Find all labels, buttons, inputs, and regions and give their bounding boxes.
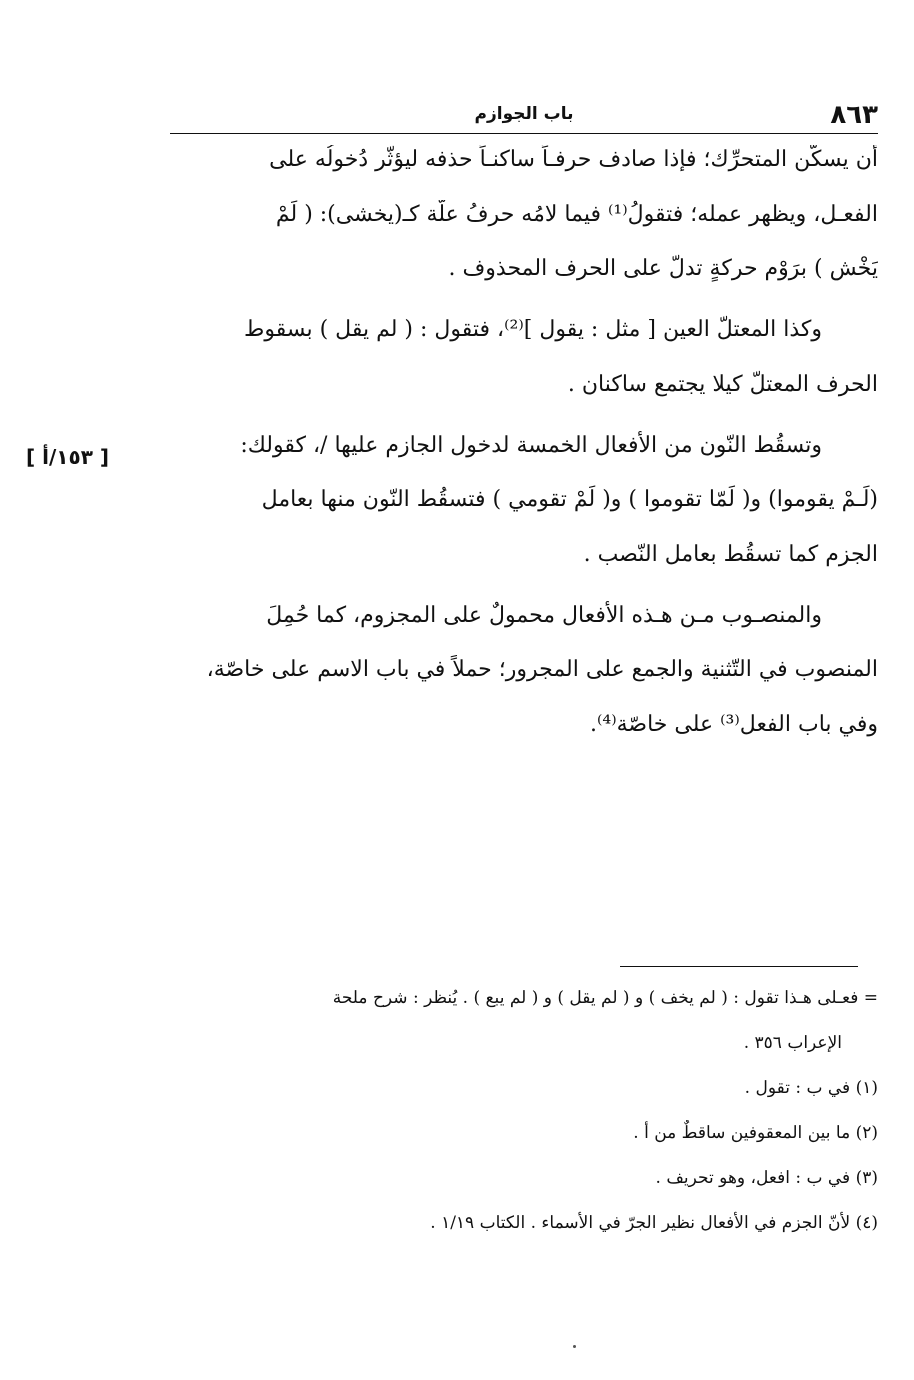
text-line: وكذا المعتلّ العين [ مثل : يقول ]⁽²⁾، فتقول : ( لم يقل ) بسقوط [244,317,822,342]
footnotes [160,985,878,1255]
footnote-line: (٢) ما بين المعقوفين ساقطٌ من أ . [633,1123,878,1143]
footnote-line: الإعراب ٣٥٦ . [743,1033,842,1053]
chapter-title: باب الجوازم [474,104,574,124]
page-number: ٨٦٣ [830,100,878,130]
manuscript-folio-reference: [ ١٥٣/أ ] [26,445,110,469]
footnote-line: (١) في ب : تقول . [744,1078,878,1098]
header-rule [170,133,878,134]
main-text [170,145,878,764]
text-line: وفي باب الفعل⁽³⁾ على خاصّة⁽⁴⁾. [589,711,878,737]
scan-speck [573,1345,576,1348]
text-line: أن يسكّن المتحرِّك؛ فإذا صادف حرفـاً ساكنـاً حذفه ليؤثّر دُخولُه على [269,147,878,172]
text-line: الفعـل، ويظهر عمله؛ فتقولُ⁽¹⁾ فيما لامُه حرفُ علّة كـ(يخشى): ( لَمْ [275,201,878,227]
page-header [170,98,878,132]
text-line: الجزم كما تسقُط بعامل النّصب . [583,541,878,567]
footnote-line: (٤) لأنّ الجزم في الأفعال نظير الجرّ في الأسماء . الكتاب ١/١٩ . [430,1213,878,1233]
text-line: وتسقُط النّون من الأفعال الخمسة لدخول الجازم عليها /، كقولك: [240,432,822,458]
text-line: والمنصـوب مـن هـذه الأفعال محمولٌ على المجزوم، كما حُمِلَ [266,602,822,628]
text-line: المنصوب في التّثنية والجمع على المجرور؛ حملاً في باب الاسم على خاصّة، [206,657,878,682]
text-line: يَخْش ) برَوْم حركةٍ تدلّ على الحرف المحذوف . [448,256,878,281]
footnote-line: = فعـلى هـذا تقول : ( لم يخف ) و ( لم يقل ) و ( لم يبع ) . يُنظر : شرح ملحة [332,988,878,1008]
text-line: الحرف المعتلّ كيلا يجتمع ساكنان . [567,371,878,397]
footnote-separator [620,966,858,967]
text-line: (لَـمْ يقوموا) و( لَمّا تقوموا ) و( لَمْ تقومي ) فتسقُط النّون منها بعامل [261,487,878,512]
footnote-line: (٣) في ب : افعل، وهو تحريف . [655,1168,878,1188]
